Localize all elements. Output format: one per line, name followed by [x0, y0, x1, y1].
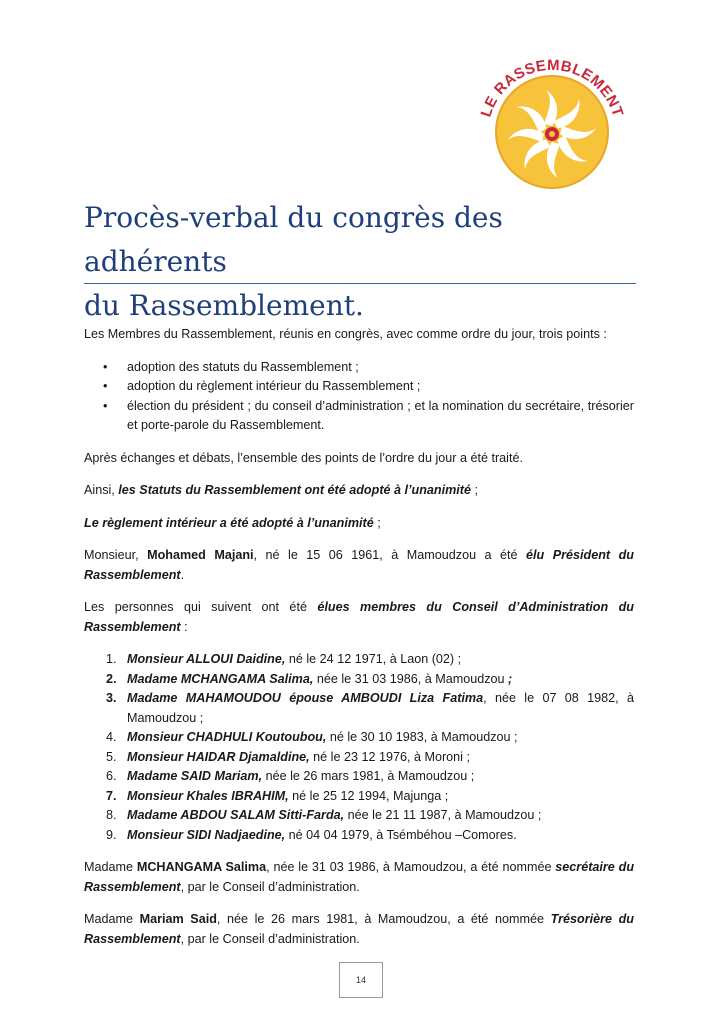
list-item: 1. Monsieur ALLOUI Daidine, né le 24 12 1971, à Laon (02) ;	[106, 652, 462, 666]
agenda-item: • adoption des statuts du Rassemblement ;	[84, 358, 634, 378]
list-item: 9. Monsieur SIDI Nadjaedine, né 04 04 1979, à Tsémbéhou –Comores.	[106, 827, 517, 842]
bullet-icon: •	[103, 359, 108, 374]
list-item: 8. Madame ABDOU SALAM Sitti-Farda, née le 21 11 1987, à Mamoudzou ;	[106, 808, 542, 822]
agenda-item: • élection du président ; du conseil d’administration ; et la nomination du secrétaire, trésorier et porte-parole du Rassemblement.	[103, 398, 634, 432]
list-item: 2. Madame MCHANGAMA Salima, née le 31 03 1986, à Mamoudzou ;	[106, 671, 513, 686]
list-item: 5. Monsieur HAIDAR Djamaldine, né le 23 12 1976, à Moroni ;	[106, 749, 470, 764]
bullet-icon: •	[103, 398, 108, 413]
list-item: 4. Monsieur CHADHULI Koutoubou, né le 30 10 1983, à Mamoudzou ;	[106, 730, 518, 744]
page-title	[84, 196, 644, 328]
after-debate-paragraph: Après échanges et débats, l’ensemble des points de l’ordre du jour a été traité.	[84, 450, 523, 465]
title-underline	[84, 283, 636, 284]
title-line-2: du Rassemblement.	[84, 289, 364, 322]
list-item: 7. Monsieur Khales IBRAHIM, né le 25 12 1994, Majunga ;	[106, 788, 449, 803]
list-item: 6. Madame SAID Mariam, née le 26 mars 1981, à Mamoudzou ;	[106, 769, 475, 783]
council-members-list	[84, 650, 634, 845]
treasurer-paragraph: Madame Mariam Said, née le 26 mars 1981, à Mamoudzou, a été nommée Trésorière du Rassemblement, par le Conseil d’administration.	[84, 912, 635, 946]
title-line-1: Procès-verbal du congrès des adhérents	[84, 201, 503, 278]
logo-text: LE RASSEMBLEMENT	[477, 56, 627, 120]
rules-paragraph: Le règlement intérieur a été adopté à l’unanimité ;	[84, 515, 381, 530]
bullet-icon: •	[103, 379, 108, 393]
intro-paragraph: Les Membres du Rassemblement, réunis en congrès, avec comme ordre du jour, trois points :	[84, 327, 607, 341]
president-name: Mohamed Majani	[147, 548, 254, 562]
agenda-list	[84, 358, 634, 436]
council-intro-paragraph: Les personnes qui suivent ont été élues membres du Conseil d’Administration du Rassemblement :	[84, 600, 634, 634]
list-item: 3. Madame MAHAMOUDOU épouse AMBOUDI Liza Fatima, née le 07 08 1982, à Mamoudzou ;	[106, 691, 634, 725]
document-body	[84, 325, 634, 962]
president-paragraph: Monsieur, Mohamed Majani, né le 15 06 1961, à Mamoudzou a été élu Président du Rassemblement.	[84, 548, 634, 582]
rassemblement-logo	[466, 50, 644, 190]
secretary-paragraph: Madame MCHANGAMA Salima, née le 31 03 1986, à Mamoudzou, a été nommée secrétaire du Rassemblement, par le Conseil d’administration.	[84, 860, 635, 894]
statutes-paragraph: Ainsi, les Statuts du Rassemblement ont été adopté à l’unanimité ;	[84, 483, 478, 497]
agenda-item: • adoption du règlement intérieur du Rassemblement ;	[84, 377, 634, 397]
page-number: 14	[339, 962, 383, 998]
